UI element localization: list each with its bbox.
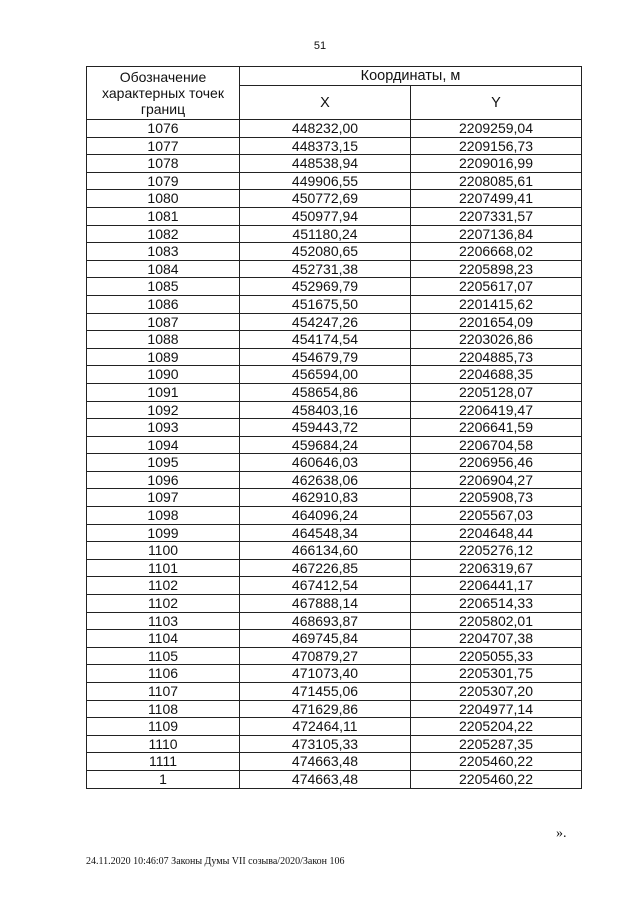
y-coordinate-cell: 2207136,84 [411,225,582,243]
x-coordinate-cell: 473105,33 [240,735,411,753]
point-id-cell: 1100 [87,542,240,560]
table-row [87,665,582,683]
x-coordinate-cell: 454174,54 [240,331,411,349]
footer-stamp: 24.11.2020 10:46:07 Законы Думы VII созыва/2020/Закон 106 [86,856,345,867]
point-id-cell: 1102 [87,577,240,595]
table-row [87,436,582,454]
y-coordinate-cell: 2206668,02 [411,243,582,261]
point-id-cell: 1096 [87,471,240,489]
point-id-cell: 1110 [87,735,240,753]
y-coordinate-cell: 2205460,22 [411,770,582,788]
table-row [87,595,582,613]
y-coordinate-cell: 2206704,58 [411,436,582,454]
table-row [87,612,582,630]
y-coordinate-cell: 2205055,33 [411,647,582,665]
y-coordinate-cell: 2205460,22 [411,753,582,771]
x-coordinate-cell: 460646,03 [240,454,411,472]
point-id-cell: 1083 [87,243,240,261]
x-coordinate-cell: 459443,72 [240,419,411,437]
x-coordinate-cell: 462910,83 [240,489,411,507]
table-row [87,207,582,225]
y-coordinate-cell: 2204885,73 [411,348,582,366]
x-coordinate-cell: 467226,85 [240,559,411,577]
point-id-cell: 1079 [87,172,240,190]
y-coordinate-cell: 2205617,07 [411,278,582,296]
page-number: 51 [313,40,327,52]
x-coordinate-cell: 451180,24 [240,225,411,243]
point-id-cell: 1105 [87,647,240,665]
x-coordinate-cell: 448232,00 [240,120,411,138]
y-coordinate-cell: 2206419,47 [411,401,582,419]
table-row [87,331,582,349]
x-coordinate-cell: 464096,24 [240,507,411,525]
table-row [87,137,582,155]
header-y: Y [411,86,582,120]
x-coordinate-cell: 458403,16 [240,401,411,419]
y-coordinate-cell: 2203026,86 [411,331,582,349]
table-body [87,120,582,789]
x-coordinate-cell: 451675,50 [240,295,411,313]
y-coordinate-cell: 2205301,75 [411,665,582,683]
x-coordinate-cell: 454247,26 [240,313,411,331]
x-coordinate-cell: 450772,69 [240,190,411,208]
point-id-cell: 1090 [87,366,240,384]
y-coordinate-cell: 2204977,14 [411,700,582,718]
x-coordinate-cell: 459684,24 [240,436,411,454]
table-row [87,542,582,560]
point-id-cell: 1098 [87,507,240,525]
header-coordinates: Координаты, м [240,67,582,86]
point-id-cell: 1 [87,770,240,788]
x-coordinate-cell: 468693,87 [240,612,411,630]
x-coordinate-cell: 449906,55 [240,172,411,190]
point-id-cell: 1108 [87,700,240,718]
x-coordinate-cell: 467412,54 [240,577,411,595]
y-coordinate-cell: 2206319,67 [411,559,582,577]
table-row [87,559,582,577]
point-id-cell: 1091 [87,383,240,401]
table-row [87,172,582,190]
y-coordinate-cell: 2208085,61 [411,172,582,190]
y-coordinate-cell: 2204707,38 [411,630,582,648]
point-id-cell: 1099 [87,524,240,542]
x-coordinate-cell: 452731,38 [240,260,411,278]
x-coordinate-cell: 450977,94 [240,207,411,225]
table-row [87,489,582,507]
x-coordinate-cell: 471073,40 [240,665,411,683]
y-coordinate-cell: 2206641,59 [411,419,582,437]
point-id-cell: 1077 [87,137,240,155]
table-row [87,471,582,489]
x-coordinate-cell: 472464,11 [240,718,411,736]
point-id-cell: 1086 [87,295,240,313]
y-coordinate-cell: 2207499,41 [411,190,582,208]
x-coordinate-cell: 471629,86 [240,700,411,718]
point-id-cell: 1081 [87,207,240,225]
point-id-cell: 1080 [87,190,240,208]
table-row [87,383,582,401]
point-id-cell: 1103 [87,612,240,630]
table-row [87,524,582,542]
table-row [87,348,582,366]
point-id-cell: 1106 [87,665,240,683]
point-id-cell: 1087 [87,313,240,331]
y-coordinate-cell: 2209259,04 [411,120,582,138]
table-row [87,419,582,437]
table-row [87,735,582,753]
point-id-cell: 1082 [87,225,240,243]
y-coordinate-cell: 2206514,33 [411,595,582,613]
x-coordinate-cell: 469745,84 [240,630,411,648]
y-coordinate-cell: 2205898,23 [411,260,582,278]
table-row [87,770,582,788]
table-row [87,630,582,648]
header-x: X [240,86,411,120]
y-coordinate-cell: 2206956,46 [411,454,582,472]
point-id-cell: 1109 [87,718,240,736]
table-row [87,295,582,313]
table-row [87,190,582,208]
x-coordinate-cell: 448373,15 [240,137,411,155]
x-coordinate-cell: 471455,06 [240,683,411,701]
table-row [87,577,582,595]
point-id-cell: 1088 [87,331,240,349]
y-coordinate-cell: 2204688,35 [411,366,582,384]
point-id-cell: 1094 [87,436,240,454]
point-id-cell: 1111 [87,753,240,771]
point-id-cell: 1104 [87,630,240,648]
x-coordinate-cell: 452080,65 [240,243,411,261]
table-row [87,683,582,701]
table-row [87,401,582,419]
y-coordinate-cell: 2206441,17 [411,577,582,595]
y-coordinate-cell: 2205567,03 [411,507,582,525]
y-coordinate-cell: 2205908,73 [411,489,582,507]
header-designation: Обозначение характерных точек границ [87,67,240,120]
x-coordinate-cell: 467888,14 [240,595,411,613]
point-id-cell: 1102 [87,595,240,613]
x-coordinate-cell: 474663,48 [240,770,411,788]
y-coordinate-cell: 2206904,27 [411,471,582,489]
y-coordinate-cell: 2205307,20 [411,683,582,701]
coordinates-table [86,66,582,789]
y-coordinate-cell: 2204648,44 [411,524,582,542]
x-coordinate-cell: 448538,94 [240,155,411,173]
point-id-cell: 1095 [87,454,240,472]
point-id-cell: 1092 [87,401,240,419]
table-row [87,225,582,243]
table-row [87,753,582,771]
table-row [87,313,582,331]
table-row [87,454,582,472]
table-row [87,155,582,173]
closing-quote: ». [556,826,567,841]
x-coordinate-cell: 452969,79 [240,278,411,296]
x-coordinate-cell: 474663,48 [240,753,411,771]
x-coordinate-cell: 454679,79 [240,348,411,366]
y-coordinate-cell: 2205802,01 [411,612,582,630]
y-coordinate-cell: 2209016,99 [411,155,582,173]
point-id-cell: 1078 [87,155,240,173]
table-header [87,67,582,120]
x-coordinate-cell: 470879,27 [240,647,411,665]
table-row [87,120,582,138]
table-row [87,278,582,296]
point-id-cell: 1076 [87,120,240,138]
point-id-cell: 1097 [87,489,240,507]
y-coordinate-cell: 2201415,62 [411,295,582,313]
y-coordinate-cell: 2207331,57 [411,207,582,225]
table-row [87,260,582,278]
y-coordinate-cell: 2205276,12 [411,542,582,560]
y-coordinate-cell: 2205128,07 [411,383,582,401]
y-coordinate-cell: 2201654,09 [411,313,582,331]
point-id-cell: 1089 [87,348,240,366]
y-coordinate-cell: 2205287,35 [411,735,582,753]
table-row [87,366,582,384]
point-id-cell: 1093 [87,419,240,437]
point-id-cell: 1101 [87,559,240,577]
table-row [87,243,582,261]
x-coordinate-cell: 466134,60 [240,542,411,560]
x-coordinate-cell: 456594,00 [240,366,411,384]
table-row [87,647,582,665]
point-id-cell: 1084 [87,260,240,278]
x-coordinate-cell: 458654,86 [240,383,411,401]
point-id-cell: 1085 [87,278,240,296]
y-coordinate-cell: 2205204,22 [411,718,582,736]
x-coordinate-cell: 462638,06 [240,471,411,489]
y-coordinate-cell: 2209156,73 [411,137,582,155]
table-row [87,507,582,525]
point-id-cell: 1107 [87,683,240,701]
table-row [87,718,582,736]
x-coordinate-cell: 464548,34 [240,524,411,542]
table-row [87,700,582,718]
